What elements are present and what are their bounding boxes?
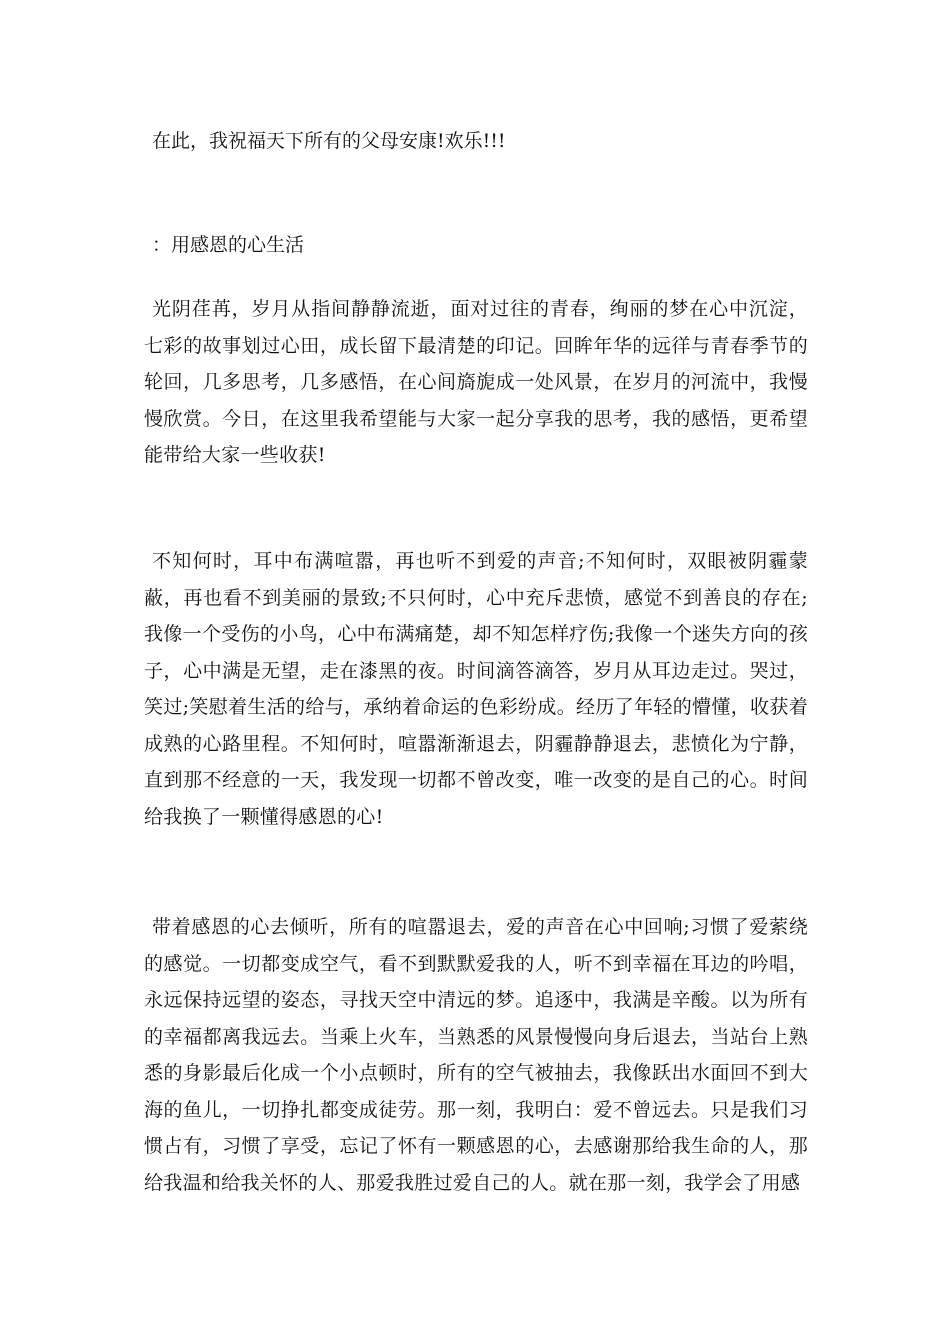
paragraph-1: 光阴荏苒，岁月从指间静静流逝，面对过往的青春，绚丽的梦在心中沉淀，七彩的故事划过心田，成长留下最清楚的印记。回眸年华的远徉与青春季节的轮回，几多思考，几多感悟，在心间旖旎成一处风景，在岁月的河流中，我慢慢欣赏。今日，在这里我希望能与大家一起分享我的思考，我的感悟，更希望能带给大家一些收获! xyxy=(144,298,808,466)
paragraph-2: 不知何时，耳中布满喧嚣，再也听不到爱的声音;不知何时，双眼被阴霾蒙蔽，再也看不到美丽的景致;不只何时，心中充斥悲愤，感觉不到善良的存在;我像一个受伤的小鸟，心中布满痛楚，却不知怎样疗伤;我像一个迷失方向的孩子，心中满是无望，走在漆黑的夜。时间滴答滴答，岁月从耳边走过。哭过，笑过;笑慰着生活的给与，承纳着命运的色彩纷成。经历了年轻的懵懂，收获着成熟的心路里程。不知何时，喧嚣渐渐退去，阴霾静静退去，悲愤化为宁静，直到那不经意的一天，我发现一切都不曾改变，唯一改变的是自己的心。时间给我换了一颗懂得感恩的心! xyxy=(144,550,808,828)
paragraph-3: 带着感恩的心去倾听，所有的喧嚣退去，爱的声音在心中回响;习惯了爱萦绕的感觉。一切都变成空气，看不到默默爱我的人，听不到幸福在耳边的吟唱，永远保持远望的姿态，寻找天空中清远的梦。追逐中，我满是辛酸。以为所有的幸福都离我远去。当乘上火车，当熟悉的风景慢慢向身后退去，当站台上熟悉的身影最后化成一个小点顿时，所有的空气被抽去，我像跃出水面回不到大海的鱼儿，一切挣扎都变成徒劳。那一刻，我明白：爱不曾远去。只是我们习惯占有，习惯了享受，忘记了怀有一颗感恩的心，去感谢那给我生命的人，那给我温和给我关怀的人、那爱我胜过爱自己的人。就在那一刻，我学会了用感 xyxy=(144,916,808,1194)
section-title: ：用感恩的心生活 xyxy=(152,234,305,256)
blessing-line: 在此，我祝福天下所有的父母安康!欢乐!!! xyxy=(152,130,506,152)
